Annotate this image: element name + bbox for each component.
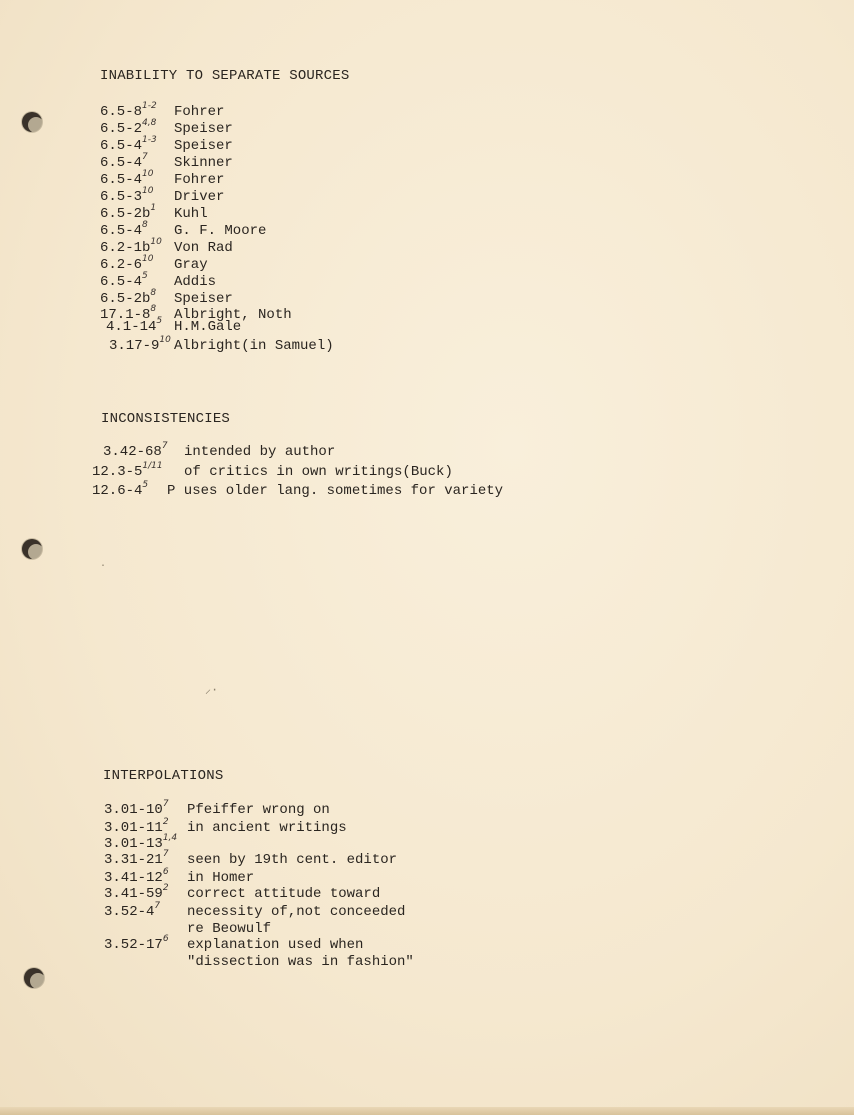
entry-reference: 6.5-8 bbox=[100, 104, 143, 120]
entry-reference: 6.5-4 bbox=[100, 274, 143, 290]
list-item bbox=[100, 152, 233, 172]
entry-text: Albright(in Samuel) bbox=[174, 338, 334, 354]
entry-footnote-mark: 7 bbox=[142, 152, 148, 162]
entry-text: Von Rad bbox=[174, 240, 233, 256]
list-item bbox=[104, 934, 364, 954]
entry-reference: 6.2-1b bbox=[100, 240, 151, 256]
entry-reference: 6.5-4 bbox=[100, 172, 143, 188]
entry-reference: 3.41-12 bbox=[104, 870, 163, 886]
entry-text: G. F. Moore bbox=[174, 223, 267, 239]
entry-text: correct attitude toward bbox=[187, 886, 381, 902]
entry-footnote-mark: 10 bbox=[142, 254, 154, 264]
entry-text: Speiser bbox=[174, 138, 233, 154]
entry-footnote-mark: 7 bbox=[154, 901, 161, 911]
stray-mark: ⸝· bbox=[205, 683, 219, 697]
entry-text: Albright, Noth bbox=[174, 307, 292, 323]
entry-footnote-mark: 5 bbox=[142, 271, 148, 281]
entry-footnote-mark: 2 bbox=[162, 817, 169, 827]
entry-footnote-mark: 7 bbox=[162, 799, 169, 809]
entry-reference: 3.01-11 bbox=[104, 820, 163, 836]
entry-text: Speiser bbox=[174, 121, 233, 137]
entry-text: Pfeiffer wrong on bbox=[187, 802, 330, 818]
entry-reference: 3.52-4 bbox=[104, 904, 155, 920]
entry-text: P uses older lang. sometimes for variety bbox=[167, 483, 504, 499]
list-item bbox=[106, 316, 242, 336]
entry-text: Fohrer bbox=[174, 104, 225, 120]
entry-reference: 12.6-4 bbox=[92, 483, 143, 499]
entry-reference: 6.5-2b bbox=[100, 291, 151, 307]
binder-hole-top bbox=[22, 112, 42, 132]
entry-reference: 3.01-13 bbox=[104, 836, 163, 852]
section-heading: INABILITY TO SEPARATE SOURCES bbox=[100, 68, 350, 84]
stray-mark: · bbox=[100, 561, 107, 572]
list-item bbox=[109, 335, 334, 355]
entry-footnote-mark: 1 bbox=[150, 203, 157, 213]
entry-text: Gray bbox=[174, 257, 208, 273]
entry-footnote-mark: 5 bbox=[142, 480, 149, 490]
entry-reference: 6.5-2 bbox=[100, 121, 143, 137]
entry-footnote-mark: 8 bbox=[150, 304, 157, 314]
entry-footnote-mark: 10 bbox=[150, 237, 162, 247]
entry-reference: 6.5-3 bbox=[100, 189, 143, 205]
entry-text: Driver bbox=[174, 189, 225, 205]
list-item bbox=[104, 849, 398, 869]
list-item bbox=[104, 799, 330, 819]
entry-text: "dissection was in fashion" bbox=[187, 954, 414, 970]
entry-reference: 3.42-68 bbox=[103, 444, 162, 460]
entry-text: Skinner bbox=[174, 155, 233, 171]
entry-reference: 4.1-14 bbox=[106, 319, 157, 335]
entry-reference: 6.2-6 bbox=[100, 257, 143, 273]
entry-footnote-mark: 1-2 bbox=[142, 101, 157, 111]
entry-reference: 3.41-59 bbox=[104, 886, 163, 902]
paper-edge bbox=[0, 1107, 854, 1115]
entry-footnote-mark: 6 bbox=[162, 934, 169, 944]
entry-text: Kuhl bbox=[174, 206, 208, 222]
entry-footnote-mark: 10 bbox=[142, 186, 154, 196]
entry-footnote-mark: 1/11 bbox=[142, 461, 163, 471]
list-item bbox=[104, 901, 406, 921]
entry-reference: 6.5-2b bbox=[100, 206, 151, 222]
entry-reference: 12.3-5 bbox=[92, 464, 143, 480]
list-item bbox=[100, 186, 225, 206]
list-item bbox=[104, 867, 255, 887]
entry-text: Addis bbox=[174, 274, 217, 290]
entry-footnote-mark: 5 bbox=[156, 316, 163, 326]
entry-footnote-mark: 7 bbox=[161, 441, 168, 451]
list-item bbox=[100, 288, 233, 308]
entry-text: explanation used when bbox=[187, 937, 364, 953]
entry-footnote-mark: 10 bbox=[142, 169, 154, 179]
entry-reference: 6.5-4 bbox=[100, 223, 143, 239]
binder-hole-bottom bbox=[24, 968, 44, 988]
entry-text: in ancient writings bbox=[187, 820, 347, 836]
entry-footnote-mark: 7 bbox=[162, 849, 169, 859]
entry-reference: 3.52-17 bbox=[104, 937, 163, 953]
entry-footnote-mark: 10 bbox=[159, 335, 171, 345]
binder-hole-middle bbox=[22, 539, 42, 559]
entry-text: necessity of,not conceeded bbox=[187, 904, 406, 920]
entry-text: re Beowulf bbox=[187, 921, 272, 937]
list-item bbox=[104, 817, 347, 837]
entry-text: of critics in own writings(Buck) bbox=[184, 464, 453, 480]
entry-reference: 3.01-10 bbox=[104, 802, 163, 818]
entry-text: H.M.Gale bbox=[174, 319, 242, 335]
entry-footnote-mark: 8 bbox=[150, 288, 157, 298]
list-item bbox=[92, 480, 504, 500]
entry-footnote-mark: 6 bbox=[162, 867, 169, 877]
entry-footnote-mark: 4,8 bbox=[142, 118, 157, 128]
entry-reference: 17.1-8 bbox=[100, 307, 151, 323]
entry-footnote-mark: 1,4 bbox=[162, 833, 178, 843]
entry-footnote-mark: 8 bbox=[142, 220, 148, 230]
entry-text: intended by author bbox=[184, 444, 336, 460]
list-item bbox=[100, 220, 267, 240]
entry-text: Speiser bbox=[174, 291, 233, 307]
entry-reference: 6.5-4 bbox=[100, 155, 143, 171]
list-item bbox=[103, 441, 336, 461]
entry-text: Fohrer bbox=[174, 172, 225, 188]
entry-text: seen by 19th cent. editor bbox=[187, 852, 398, 868]
entry-reference: 3.31-21 bbox=[104, 852, 163, 868]
list-item bbox=[100, 271, 217, 291]
entry-footnote-mark: 1-3 bbox=[142, 135, 157, 145]
entry-footnote-mark: 2 bbox=[162, 883, 169, 893]
list-item bbox=[100, 135, 233, 155]
entry-reference: 6.5-4 bbox=[100, 138, 143, 154]
section-heading: INCONSISTENCIES bbox=[101, 411, 231, 427]
section-heading: INTERPOLATIONS bbox=[103, 768, 224, 784]
entry-text: in Homer bbox=[187, 870, 255, 886]
entry-reference: 3.17-9 bbox=[109, 338, 160, 354]
list-item bbox=[92, 461, 453, 481]
